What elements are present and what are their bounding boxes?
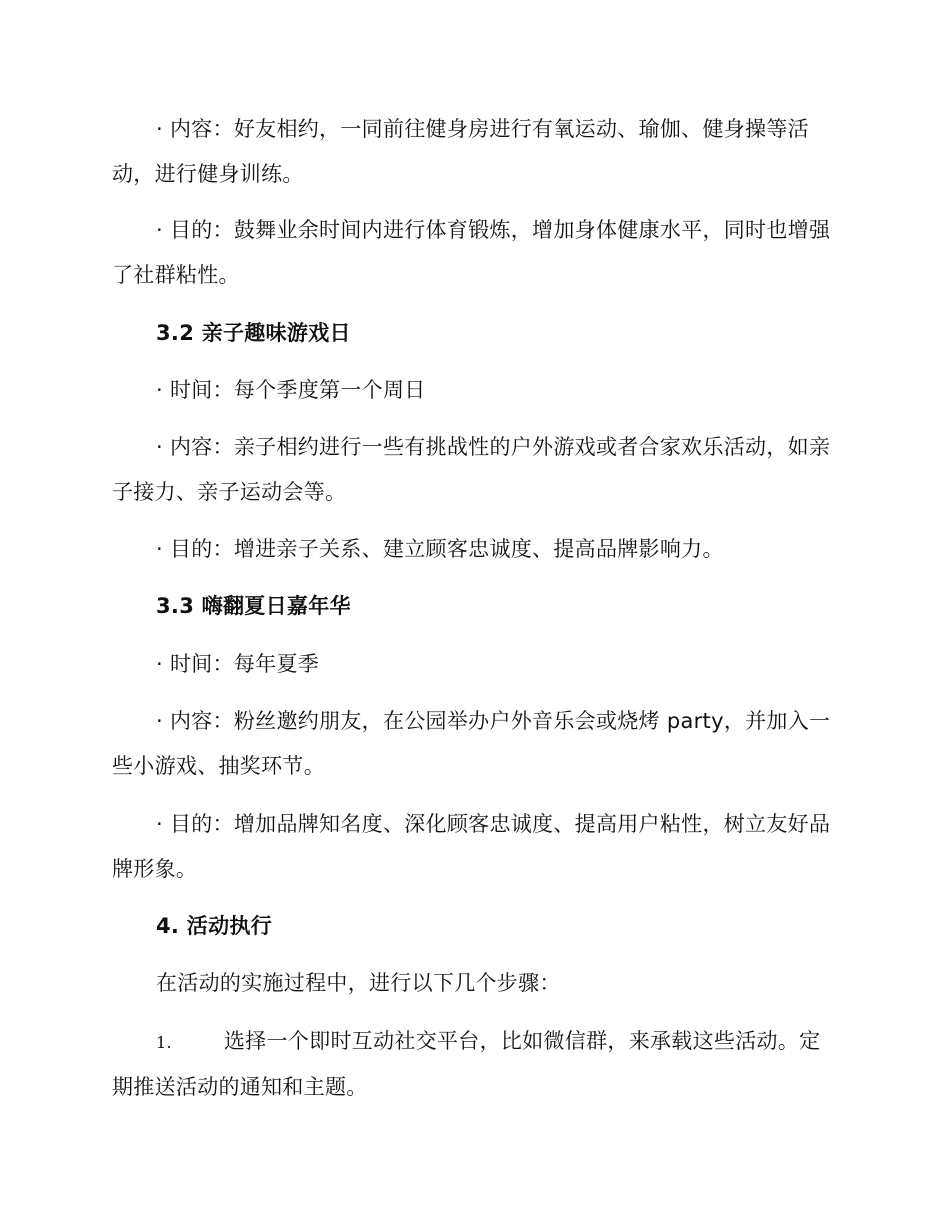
numbered-item-1 bbox=[112, 1019, 837, 1110]
paragraph-workout-content: · 内容：好友相约，一同前往健身房进行有氧运动、瑜伽、健身操等活动，进行健身训练。 bbox=[112, 117, 809, 186]
paragraph-summer-purpose: · 目的：增加品牌知名度、深化顾客忠诚度、提高用户粘性，树立友好品牌形象。 bbox=[112, 812, 831, 881]
paragraph-summer-content: · 内容：粉丝邀约朋友，在公园举办户外音乐会或烧烤 party，并加入一些小游戏、抽奖环节。 bbox=[112, 709, 831, 778]
heading-3-2: 3.2 亲子趣味游戏日 bbox=[156, 321, 351, 345]
paragraph-family-purpose: · 目的：增进亲子关系、建立顾客忠诚度、提高品牌影响力。 bbox=[156, 537, 724, 561]
list-item-text: 选择一个即时互动社交平台，比如微信群，来承载这些活动。定期推送活动的通知和主题。 bbox=[112, 1029, 821, 1099]
paragraph-family-time: · 时间：每个季度第一个周日 bbox=[156, 378, 426, 402]
paragraph-summer-time: · 时间：每年夏季 bbox=[156, 652, 320, 676]
paragraph-workout-purpose: · 目的：鼓舞业余时间内进行体育锻炼，增加身体健康水平，同时也增强了社群粘性。 bbox=[112, 218, 831, 287]
paragraph-execution-intro: 在活动的实施过程中，进行以下几个步骤： bbox=[156, 971, 561, 995]
list-number: 1. bbox=[156, 1033, 172, 1052]
heading-4: 4. 活动执行 bbox=[156, 914, 272, 938]
paragraph-family-content: · 内容：亲子相约进行一些有挑战性的户外游戏或者合家欢乐活动，如亲子接力、亲子运动会等。 bbox=[112, 435, 831, 504]
heading-3-3: 3.3 嗨翻夏日嘉年华 bbox=[156, 594, 351, 618]
